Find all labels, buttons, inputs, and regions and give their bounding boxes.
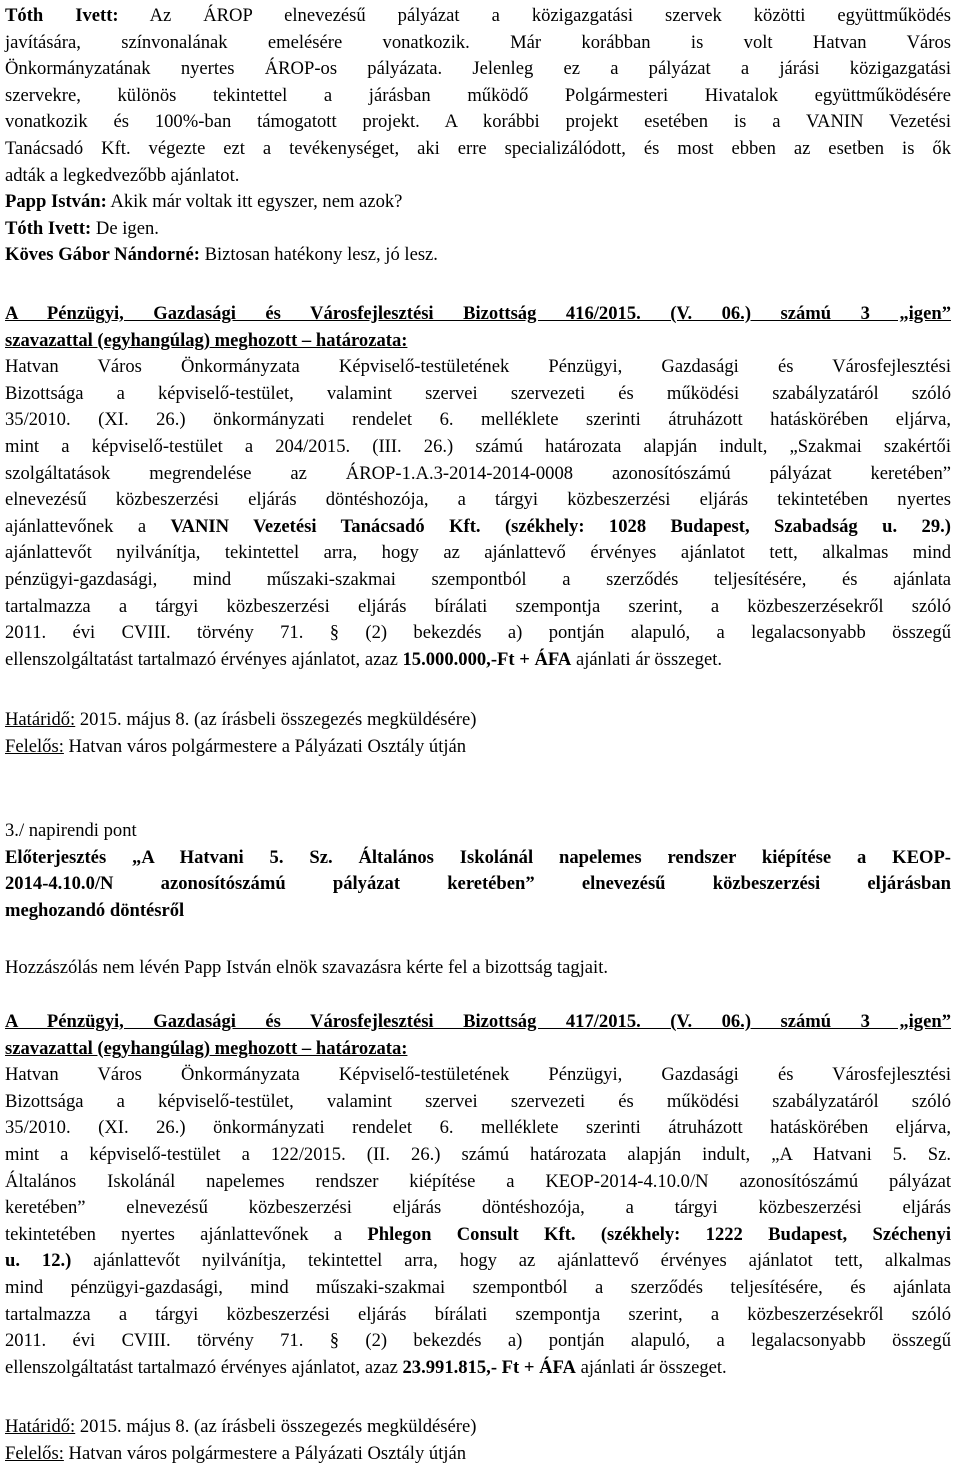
resolution-heading: szavazattal (egyhangúlag) meghozott – határozata:	[5, 329, 408, 351]
statement-line: vonatkozik és 100%-ban támogatott projekt. A korábbi projekt esetében is a VANIN Vezetési	[5, 111, 951, 133]
statement-line: Önkormányzatának nyertes ÁROP-os pályázata. Jelenleg ez a pályázat a járási közigazgatási	[5, 58, 951, 80]
resolution-line: Hatvan Város Önkormányzata Képviselő-testületének Pénzügyi, Gazdasági és Városfejlesztési	[5, 356, 951, 378]
resolution-line: ajánlattevőnek a VANIN Vezetési Tanácsadó Kft. (székhely: 1028 Budapest, Szabadság u. 29.)	[5, 515, 951, 537]
responsible: Felelős: Hatvan város polgármestere a Pályázati Osztály útján	[5, 735, 467, 757]
offer-amount: 23.991.815,- Ft + ÁFA	[402, 1356, 576, 1378]
speaker-name: Tóth Ivett:	[5, 5, 119, 26]
comment-text: Hozzászólás nem lévén Papp István elnök szavazásra kérte fel a bizottság tagjait.	[5, 957, 609, 978]
koves-gabor-nandorne-comment: Köves Gábor Nándorné: Biztosan hatékony lesz, jó lesz.	[5, 244, 438, 266]
resolution-417	[5, 1009, 951, 1381]
resolution-416-footer	[5, 707, 951, 760]
toth-ivett-answer: Tóth Ivett: De igen.	[5, 217, 159, 239]
resolution-line: ajánlattevőt nyilvánítja, tekintettel arra, hogy az ajánlattevő érvényes ajánlatot tett, alkalmas mind	[5, 542, 951, 564]
statement-line: javítására, színvonalának emelésére vonatkozik. Már korábban is volt Hatvan Város	[5, 31, 951, 53]
deadline: Határidő: 2015. május 8. (az írásbeli összegezés megküldésére)	[5, 709, 477, 730]
resolution-line: Általános Iskolánál napelemes rendszer kiépítése a KEOP-2014-4.10.0/N azonosítószámú pályázat	[5, 1170, 951, 1192]
statement-line: szervekre, különös tekintettel a járásban működő Polgármesteri Hivatalok együttműködésére	[5, 84, 951, 106]
statement-line: Tóth Ivett: Az ÁROP elnevezésű pályázat a közigazgatási szervek közötti együttműködés	[5, 5, 952, 26]
resolution-line: tekintetében nyertes ajánlattevőnek a Phlegon Consult Kft. (székhely: 1222 Budapest, Széchenyi	[5, 1223, 951, 1245]
resolution-line: pénzügyi-gazdasági, mind műszaki-szakmai szempontból a szerződés teljesítésére, és ajánlata	[5, 568, 951, 590]
resolution-heading: A Pénzügyi, Gazdasági és Városfejlesztési Bizottság 417/2015. (V. 06.) számú 3 „igen”	[5, 1011, 951, 1032]
papp-istvan-question: Papp István: Akik már voltak itt egyszer, nem azok?	[5, 191, 403, 213]
winner-address: u. 12.)	[5, 1250, 72, 1272]
winner-name: Phlegon Consult Kft. (székhely: 1222 Budapest, Széchenyi	[367, 1223, 951, 1245]
winner-name: VANIN Vezetési Tanácsadó Kft. (székhely: 1028 Budapest, Szabadság u. 29.)	[170, 515, 951, 537]
resolution-line: tartalmazza a tárgyi közbeszerzési eljárás bírálati szempontja szerint, a közbeszerzésekről szóló	[5, 595, 951, 617]
deadline-label: Határidő:	[5, 709, 76, 730]
resolution-416	[5, 301, 951, 673]
resolution-line: mint a képviselő-testület a 204/2015. (III. 26.) számú határozata alapján indult, „Szakmai szakértői	[5, 435, 951, 457]
statement-line: adták a legkedvezőbb ajánlatot.	[5, 164, 240, 186]
resolution-line: ellenszolgáltatást tartalmazó érvényes ajánlatot, azaz 15.000.000,-Ft + ÁFA ajánlati ár összeget.	[5, 648, 723, 670]
agenda-title: Előterjesztés „A Hatvani 5. Sz. Általános Iskolánál napelemes rendszer kiépítése a KEOP-	[5, 846, 951, 868]
resolution-heading: A Pénzügyi, Gazdasági és Városfejlesztési Bizottság 416/2015. (V. 06.) számú 3 „igen”	[5, 303, 951, 324]
responsible: Felelős: Hatvan város polgármestere a Pályázati Osztály útján	[5, 1442, 467, 1464]
speaker-name: Köves Gábor Nándorné:	[5, 244, 200, 266]
resolution-line: mind pénzügyi-gazdasági, mind műszaki-szakmai szempontból a szerződés teljesítésére, és ajánlata	[5, 1276, 951, 1298]
resolution-heading: szavazattal (egyhangúlag) meghozott – határozata:	[5, 1037, 408, 1059]
resolution-line: u. 12.) ajánlattevőt nyilvánítja, tekintettel arra, hogy az ajánlattevő érvényes ajánlatot tett, alkalmas	[5, 1250, 951, 1272]
resolution-line: 2011. évi CVIII. törvény 71. § (2) bekezdés a) pontján alapuló, a legalacsonyabb összegű	[5, 622, 951, 644]
responsible-label: Felelős:	[5, 735, 64, 757]
resolution-line: keretében” elnevezésű közbeszerzési eljárás döntéshozója, a tárgyi közbeszerzési eljárás	[5, 1197, 951, 1219]
speaker-name: Tóth Ivett:	[5, 217, 92, 239]
agenda-title: 2014-4.10.0/N azonosítószámú pályázat keretében” elnevezésű közbeszerzési eljárásban	[5, 873, 951, 895]
resolution-line: Hatvan Város Önkormányzata Képviselő-testületének Pénzügyi, Gazdasági és Városfejlesztési	[5, 1064, 951, 1086]
resolution-line: elnevezésű közbeszerzési eljárás döntéshozója, a tárgyi közbeszerzési eljárás tekintetében nyertes	[5, 489, 951, 511]
agenda-number: 3./ napirendi pont	[5, 820, 137, 841]
agenda-title: meghozandó döntésről	[5, 899, 185, 921]
agenda-item-3	[5, 818, 951, 924]
statement-line: Tanácsadó Kft. végezte ezt a tevékenységet, aki erre specializálódott, és most ebben az esetben is ők	[5, 137, 951, 159]
deadline-label: Határidő:	[5, 1416, 76, 1437]
resolution-417-footer	[5, 1414, 951, 1467]
toth-ivett-statement	[5, 3, 951, 269]
speaker-name: Papp István:	[5, 191, 107, 213]
responsible-label: Felelős:	[5, 1442, 64, 1464]
resolution-line: 35/2010. (XI. 26.) önkormányzati rendelet 6. melléklete szerinti átruházott hatáskörében eljárva,	[5, 409, 951, 431]
resolution-line: ellenszolgáltatást tartalmazó érvényes ajánlatot, azaz 23.991.815,- Ft + ÁFA ajánlati ár összeget.	[5, 1356, 727, 1378]
resolution-line: 35/2010. (XI. 26.) önkormányzati rendelet 6. melléklete szerinti átruházott hatáskörében eljárva,	[5, 1117, 951, 1139]
agenda-comment	[5, 955, 951, 982]
deadline: Határidő: 2015. május 8. (az írásbeli összegezés megküldésére)	[5, 1416, 477, 1437]
resolution-line: 2011. évi CVIII. törvény 71. § (2) bekezdés a) pontján alapuló, a legalacsonyabb összegű	[5, 1330, 951, 1352]
resolution-line: Bizottsága a képviselő-testület, valamint szervei szervezeti és működési szabályzatáról szóló	[5, 1090, 951, 1112]
resolution-line: szolgáltatások megrendelése az ÁROP-1.A.3-2014-2014-0008 azonosítószámú pályázat keretében”	[5, 462, 951, 484]
offer-amount: 15.000.000,-Ft + ÁFA	[402, 648, 572, 670]
resolution-line: tartalmazza a tárgyi közbeszerzési eljárás bírálati szempontja szerint, a közbeszerzésekről szóló	[5, 1303, 951, 1325]
resolution-line: mint a képviselő-testület a 122/2015. (II. 26.) számú határozata alapján indult, „A Hatvani 5. Sz.	[5, 1143, 951, 1165]
resolution-line: Bizottsága a képviselő-testület, valamint szervei szervezeti és működési szabályzatáról szóló	[5, 382, 951, 404]
